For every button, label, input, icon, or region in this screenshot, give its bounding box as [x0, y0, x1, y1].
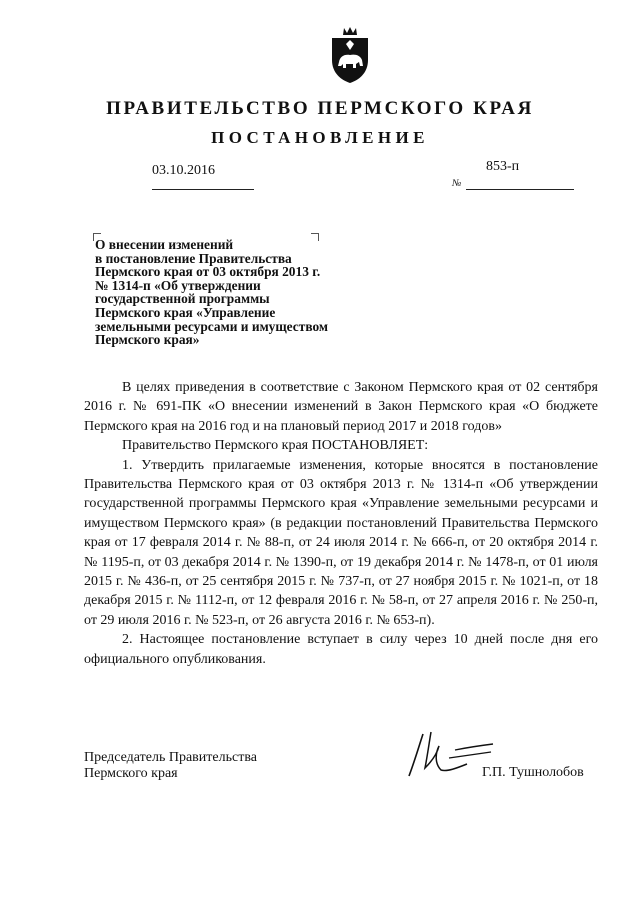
number-underline	[466, 189, 574, 190]
document-subject	[95, 238, 395, 347]
number-sign: №	[452, 178, 462, 189]
coat-of-arms-icon	[328, 26, 372, 84]
document-type: ПОСТАНОВЛЕНИЕ	[211, 128, 429, 147]
subject-line: земельными ресурсами и имуществом	[95, 318, 329, 334]
document-body	[84, 378, 598, 669]
signatory-title	[84, 750, 257, 781]
resolution-paragraph: Правительство Пермского края ПОСТАНОВЛЯЕТ:	[122, 438, 429, 454]
clause-2-paragraph: 2. Настоящее постановление вступает в силу через 10 дней после дня его официального опубликования.	[84, 632, 598, 667]
document-date: 03.10.2016	[152, 163, 215, 178]
signatory-title-line: Председатель Правительства	[84, 750, 257, 765]
subject-line: Пермского края»	[95, 332, 200, 348]
subject-line: Пермского края «Управление	[95, 304, 276, 320]
date-underline	[152, 189, 254, 190]
document-number: 853-п	[486, 159, 520, 174]
subject-line: в постановление Правительства	[95, 250, 292, 266]
subject-line: № 1314-п «Об утверждении	[95, 277, 261, 293]
signatory-title-line: Пермского края	[84, 765, 178, 781]
preamble-paragraph: В целях приведения в соответствие с Законом Пермского края от 02 сентября 2016 г. № 691-ПК «О внесении изменений в Закон Пермского края «О бюджете Пермского края на 2016 год и на плановый период 2017 и 2018 годов»	[84, 380, 598, 434]
subject-line: Пермского края от 03 октября 2013 г.	[95, 264, 321, 280]
subject-line: О внесении изменений	[95, 237, 234, 252]
subject-line: государственной программы	[95, 291, 270, 307]
organization-title: ПРАВИТЕЛЬСТВО ПЕРМСКОГО КРАЯ	[106, 98, 534, 119]
clause-1-paragraph: 1. Утвердить прилагаемые изменения, которые вносятся в постановление Правительства Пермского края от 03 октября 2013 г. № 1314-п «Об утверждении государственной программы Пермского края «Управление земельными ресурсами и имуществом Пермского края» (в редакции постановлений Правительства Пермского края от 17 февраля 2014 г. № 88-п, от 24 июля 2014 г. № 666-п, от 20 октября 2014 г. № 1195-п, от 03 декабря 2014 г. № 1390-п, от 19 декабря 2014 г. № 1478-п, от 01 июля 2015 г. № 436-п, от 25 сентября 2015 г. № 737-п, от 27 ноября 2015 г. № 1021-п, от 18 декабря 2015 г. № 1112-п, от 12 февраля 2016 г. № 58-п, от 27 апреля 2016 г. № 250-п, от 29 июля 2016 г. № 523-п, от 26 августа 2016 г. № 653-п).	[84, 457, 598, 628]
signatory-name: Г.П. Тушнолобов	[482, 765, 584, 780]
